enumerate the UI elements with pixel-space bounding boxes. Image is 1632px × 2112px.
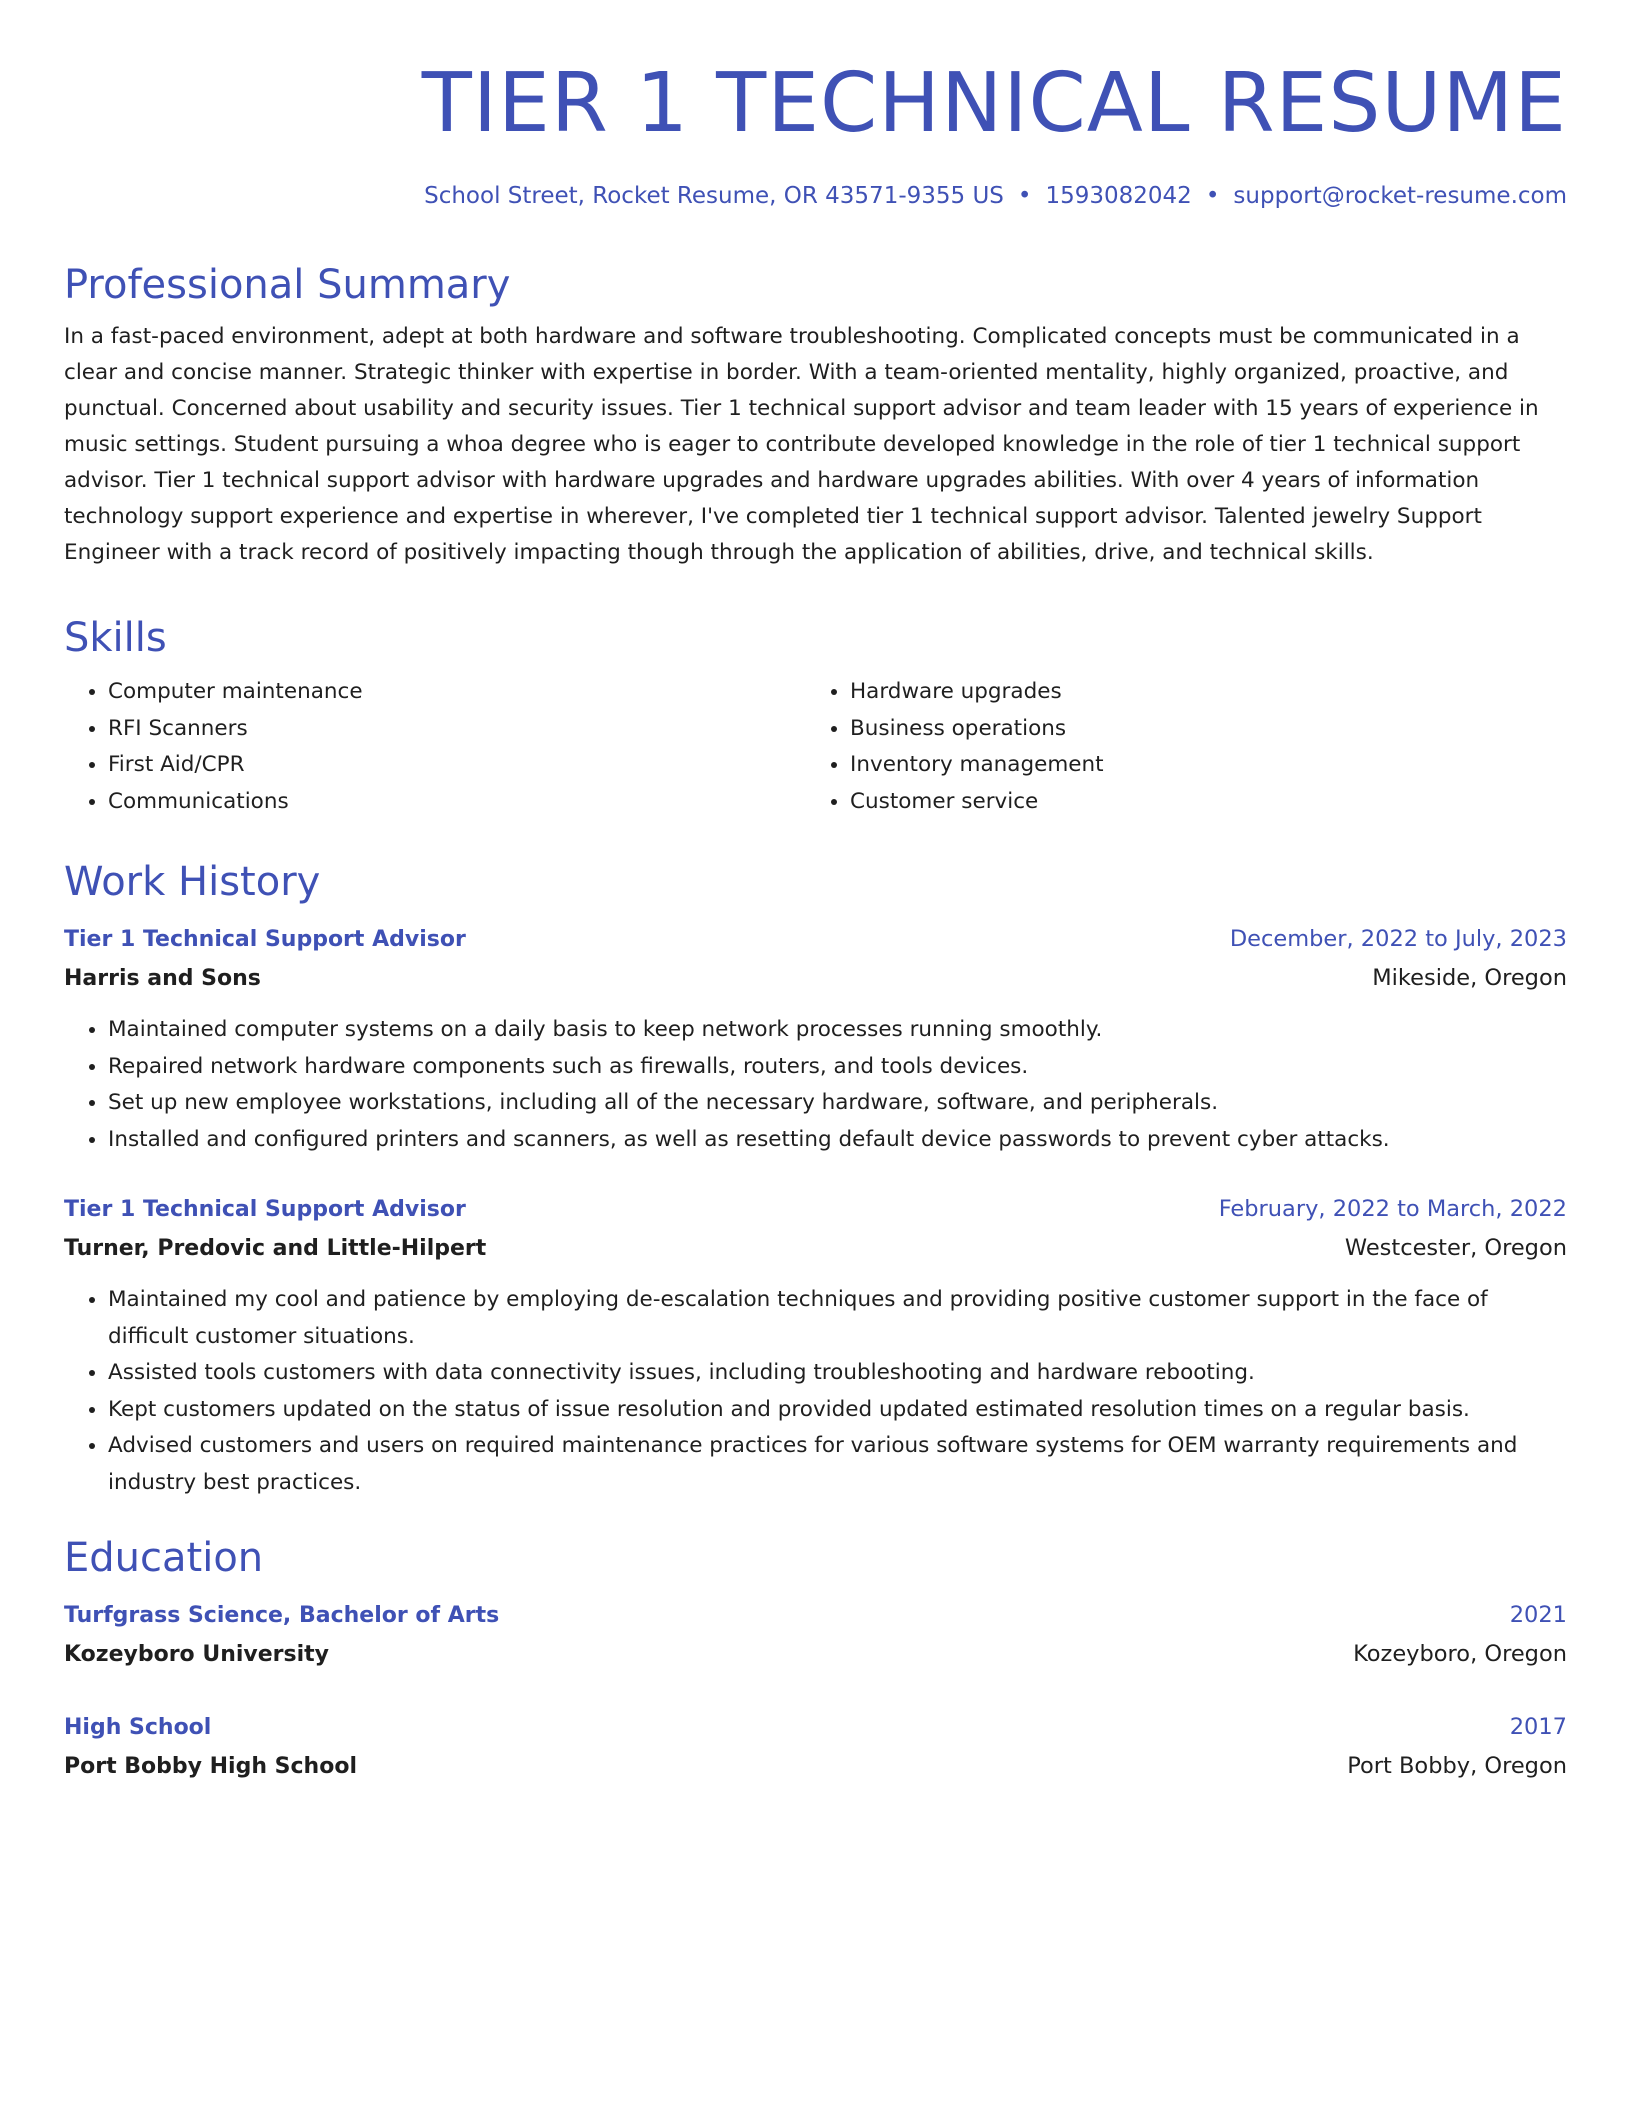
education-year: 2017 (1509, 1714, 1567, 1740)
job-bullet: • Assisted tools customers with data connectivity issues, including troubleshooting and hardware rebooting. (108, 1355, 1567, 1392)
job-bullet: • Kept customers updated on the status of issue resolution and provided updated estimated resolution times on a regular basis. (108, 1392, 1567, 1429)
education-degree: High School (64, 1715, 212, 1740)
education-heading: Education (64, 1535, 264, 1581)
education-location: Port Bobby, Oregon (1347, 1753, 1567, 1779)
summary-text: In a fast-paced environment, adept at both hardware and software troubleshooting. Complicated concepts must be communicated in a clear and concise manner. Strategic thinker with expertise in border. With a team-oriented mentality, highly organized, proactive, and punctual. Concerned about usability and security issues. Tier 1 technical support advisor and team leader with 15 years of experience in music settings. Student pursuing a whoa degree who is eager to contribute developed knowledge in the role of tier 1 technical support advisor. Tier 1 technical support advisor with hardware upgrades and hardware upgrades abilities. With over 4 years of information technology support experience and expertise in wherever, I've completed tier 1 technical support advisor. Talented jewelry Support Engineer with a track record of positively impacting though through the application of abilities, drive, and technical skills. (64, 324, 1539, 565)
job-company-row (64, 1229, 1567, 1268)
skills-columns (64, 674, 1567, 820)
job-bullets (64, 1012, 1567, 1158)
education-school: Port Bobby High School (64, 1754, 357, 1779)
contact-phone: 1593082042 (1045, 183, 1192, 209)
work-section (64, 856, 1567, 1501)
job-location: Westcester, Oregon (1344, 1235, 1567, 1261)
education-degree: Turfgrass Science, Bachelor of Arts (64, 1603, 500, 1628)
job-company: Turner, Predovic and Little-Hilpert (64, 1236, 487, 1261)
contact-line (424, 180, 1567, 212)
job-role: Tier 1 Technical Support Advisor (64, 1197, 466, 1222)
skills-heading: Skills (64, 615, 167, 661)
education-school-row (64, 1635, 1567, 1674)
skill-item: • Communications (108, 784, 806, 821)
education-location: Kozeyboro, Oregon (1353, 1641, 1567, 1667)
skills-list-left (64, 674, 806, 820)
summary-section (64, 259, 1567, 571)
job-company: Harris and Sons (64, 966, 261, 991)
job-bullet: • Maintained computer systems on a daily basis to keep network processes running smoothly. (108, 1012, 1567, 1049)
skill-item: • Hardware upgrades (850, 674, 1548, 711)
education-school-row (64, 1747, 1567, 1786)
skill-item: • Computer maintenance (108, 674, 806, 711)
job-bullet: • Installed and configured printers and scanners, as well as resetting default device passwords to prevent cyber attacks. (108, 1122, 1567, 1159)
education-school: Kozeyboro University (64, 1642, 329, 1667)
education-entry (64, 1596, 1567, 1674)
skill-item: • Customer service (850, 784, 1548, 821)
education-entry (64, 1708, 1567, 1786)
education-title-row (64, 1708, 1567, 1747)
skills-list-right (806, 674, 1548, 820)
job-bullet: • Maintained my cool and patience by employing de-escalation techniques and providing positive customer support in the face of difficult customer situations. (108, 1282, 1567, 1355)
contact-separator: • (1205, 183, 1220, 209)
job-dates: February, 2022 to March, 2022 (1218, 1196, 1567, 1222)
contact-email: support@rocket-resume.com (1233, 183, 1567, 209)
job-bullet: • Repaired network hardware components such as firewalls, routers, and tools devices. (108, 1049, 1567, 1086)
skills-section (64, 612, 1567, 820)
contact-address: School Street, Rocket Resume, OR 43571-9355 US (424, 183, 1004, 209)
skill-item: • First Aid/CPR (108, 747, 806, 784)
job-dates: December, 2022 to July, 2023 (1229, 926, 1567, 952)
education-title-row (64, 1596, 1567, 1635)
job-company-row (64, 959, 1567, 998)
skill-item: • Inventory management (850, 747, 1548, 784)
job-title-row (64, 1190, 1567, 1229)
education-year: 2021 (1509, 1602, 1567, 1628)
job-bullets (64, 1282, 1567, 1501)
job-title-row (64, 920, 1567, 959)
skill-item: • RFI Scanners (108, 711, 806, 748)
job-bullet: • Advised customers and users on required maintenance practices for various software systems for OEM warranty requirements and industry best practices. (108, 1428, 1567, 1501)
job-role: Tier 1 Technical Support Advisor (64, 927, 466, 952)
summary-heading: Professional Summary (64, 262, 511, 308)
education-section (64, 1532, 1567, 1786)
job-entry (64, 920, 1567, 1158)
skill-item: • Business operations (850, 711, 1548, 748)
job-location: Mikeside, Oregon (1372, 965, 1567, 991)
job-bullet: • Set up new employee workstations, including all of the necessary hardware, software, and peripherals. (108, 1085, 1567, 1122)
work-heading: Work History (64, 859, 321, 905)
job-entry (64, 1190, 1567, 1501)
resume-title: TIER 1 TECHNICAL RESUME (421, 56, 1567, 151)
contact-separator: • (1017, 183, 1032, 209)
